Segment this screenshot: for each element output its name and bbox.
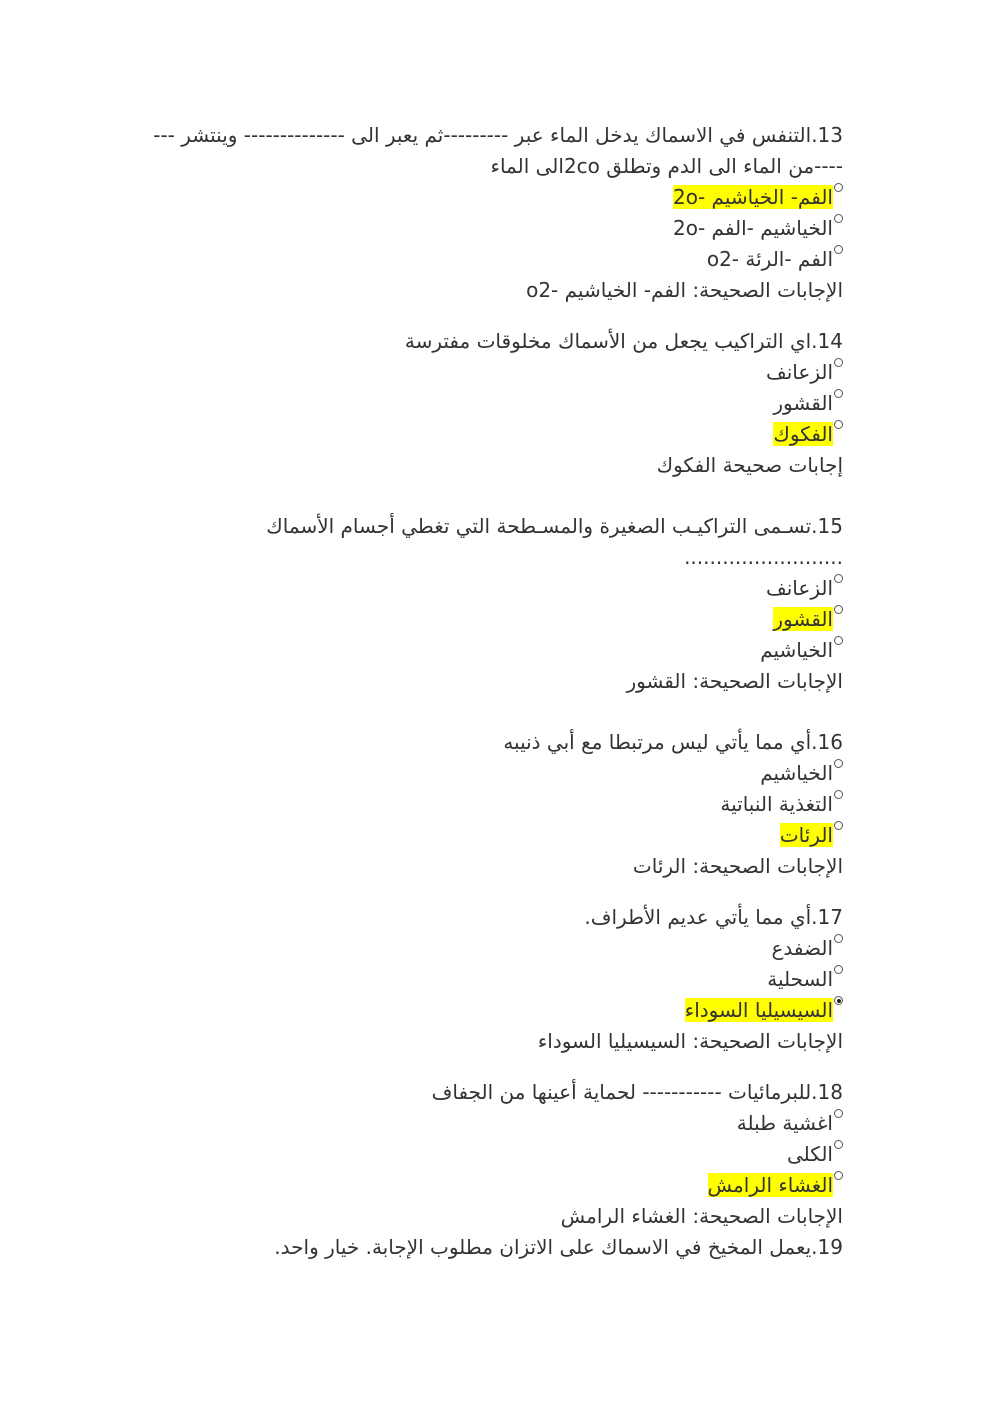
answer-option[interactable] xyxy=(150,213,843,244)
radio-button-icon[interactable] xyxy=(834,821,843,830)
option-label: السيسيليا السوداء xyxy=(684,998,833,1022)
question-block xyxy=(150,727,843,882)
answer-option[interactable] xyxy=(150,758,843,789)
question-text: 13.التنفس في الاسماك يدخل الماء عبر ---------ثم يعبر الى -------------- وينتشر -------من الماء الى الدم وتطلق 2coالى الماء xyxy=(153,123,843,178)
answer-option[interactable] xyxy=(150,419,843,450)
radio-button-icon[interactable] xyxy=(834,996,843,1005)
correct-answer-text: الإجابات الصحيحة: الغشاء الرامش xyxy=(560,1204,843,1228)
question-text: 19.يعمل المخيخ في الاسماك على الاتزان مطلوب الإجابة. خيار واحد. xyxy=(274,1235,843,1259)
radio-button-icon[interactable] xyxy=(834,1140,843,1149)
question-block xyxy=(150,1077,843,1232)
answer-option[interactable] xyxy=(150,573,843,604)
radio-button-icon[interactable] xyxy=(834,605,843,614)
option-label: الخياشيم -الفم -2o xyxy=(673,216,833,240)
radio-button-icon[interactable] xyxy=(834,574,843,583)
option-label: الزعانف xyxy=(766,576,833,600)
question-text: 16.أي مما يأتي ليس مرتبطا مع أبي ذنيبه xyxy=(503,730,843,754)
option-label: السحلية xyxy=(767,967,833,991)
option-label: الضفدع xyxy=(771,936,833,960)
option-label: الغشاء الرامش xyxy=(707,1173,833,1197)
question-text: 18.للبرمائيات ----------- لحماية أعينها من الجفاف xyxy=(431,1080,843,1104)
answer-option[interactable] xyxy=(150,995,843,1026)
question-block xyxy=(150,511,843,697)
answer-option[interactable] xyxy=(150,789,843,820)
option-label: القشور xyxy=(773,607,833,631)
radio-button-icon[interactable] xyxy=(834,790,843,799)
radio-button-icon[interactable] xyxy=(834,183,843,192)
option-label: الفم -الرئة -o2 xyxy=(706,247,833,271)
option-label: القشور xyxy=(773,391,833,415)
answer-option[interactable] xyxy=(150,182,843,213)
answer-option[interactable] xyxy=(150,1108,843,1139)
radio-button-icon[interactable] xyxy=(834,358,843,367)
answer-option[interactable] xyxy=(150,388,843,419)
question-block xyxy=(150,1232,843,1263)
option-label: اغشية طبلة xyxy=(736,1111,833,1135)
option-label: الزعانف xyxy=(766,360,833,384)
answer-option[interactable] xyxy=(150,964,843,995)
correct-answer-text: الإجابات الصحيحة: القشور xyxy=(626,669,843,693)
radio-button-icon[interactable] xyxy=(834,1109,843,1118)
answer-option[interactable] xyxy=(150,635,843,666)
option-label: الخياشيم xyxy=(760,761,833,785)
answer-option[interactable] xyxy=(150,933,843,964)
radio-button-icon[interactable] xyxy=(834,245,843,254)
question-text: 14.اي التراكيب يجعل من الأسماك مخلوقات مفترسة xyxy=(404,329,843,353)
radio-button-icon[interactable] xyxy=(834,965,843,974)
answer-option[interactable] xyxy=(150,604,843,635)
radio-button-icon[interactable] xyxy=(834,214,843,223)
radio-button-icon[interactable] xyxy=(834,934,843,943)
radio-button-icon[interactable] xyxy=(834,389,843,398)
radio-button-icon[interactable] xyxy=(834,759,843,768)
question-text: 15.تسـمى التراكيـب الصغيرة والمسـطحة التي تغطي أجسام الأسماك ......................... xyxy=(266,514,843,569)
correct-answer-text: الإجابات الصحيحة: الرئات xyxy=(632,854,843,878)
correct-answer-text: الإجابات الصحيحة: الفم- الخياشيم -o2 xyxy=(526,278,843,302)
option-label: الفم- الخياشيم -2o xyxy=(673,185,833,209)
option-label: الكلى xyxy=(787,1142,833,1166)
question-block xyxy=(150,326,843,481)
question-block xyxy=(150,120,843,306)
question-text: 17.أي مما يأتي عديم الأطراف. xyxy=(584,905,843,929)
option-label: الفكوك xyxy=(773,422,833,446)
answer-option[interactable] xyxy=(150,1170,843,1201)
radio-button-icon[interactable] xyxy=(834,420,843,429)
radio-button-icon[interactable] xyxy=(834,636,843,645)
correct-answer-text: إجابات صحيحة الفكوك xyxy=(656,453,843,477)
option-label: التغذية النباتية xyxy=(720,792,833,816)
question-block xyxy=(150,902,843,1057)
answer-option[interactable] xyxy=(150,244,843,275)
radio-button-icon[interactable] xyxy=(834,1171,843,1180)
correct-answer-text: الإجابات الصحيحة: السيسيليا السوداء xyxy=(537,1029,843,1053)
option-label: الخياشيم xyxy=(760,638,833,662)
answer-option[interactable] xyxy=(150,357,843,388)
option-label: الرئات xyxy=(779,823,833,847)
answer-option[interactable] xyxy=(150,1139,843,1170)
answer-option[interactable] xyxy=(150,820,843,851)
quiz-document xyxy=(150,120,843,1263)
